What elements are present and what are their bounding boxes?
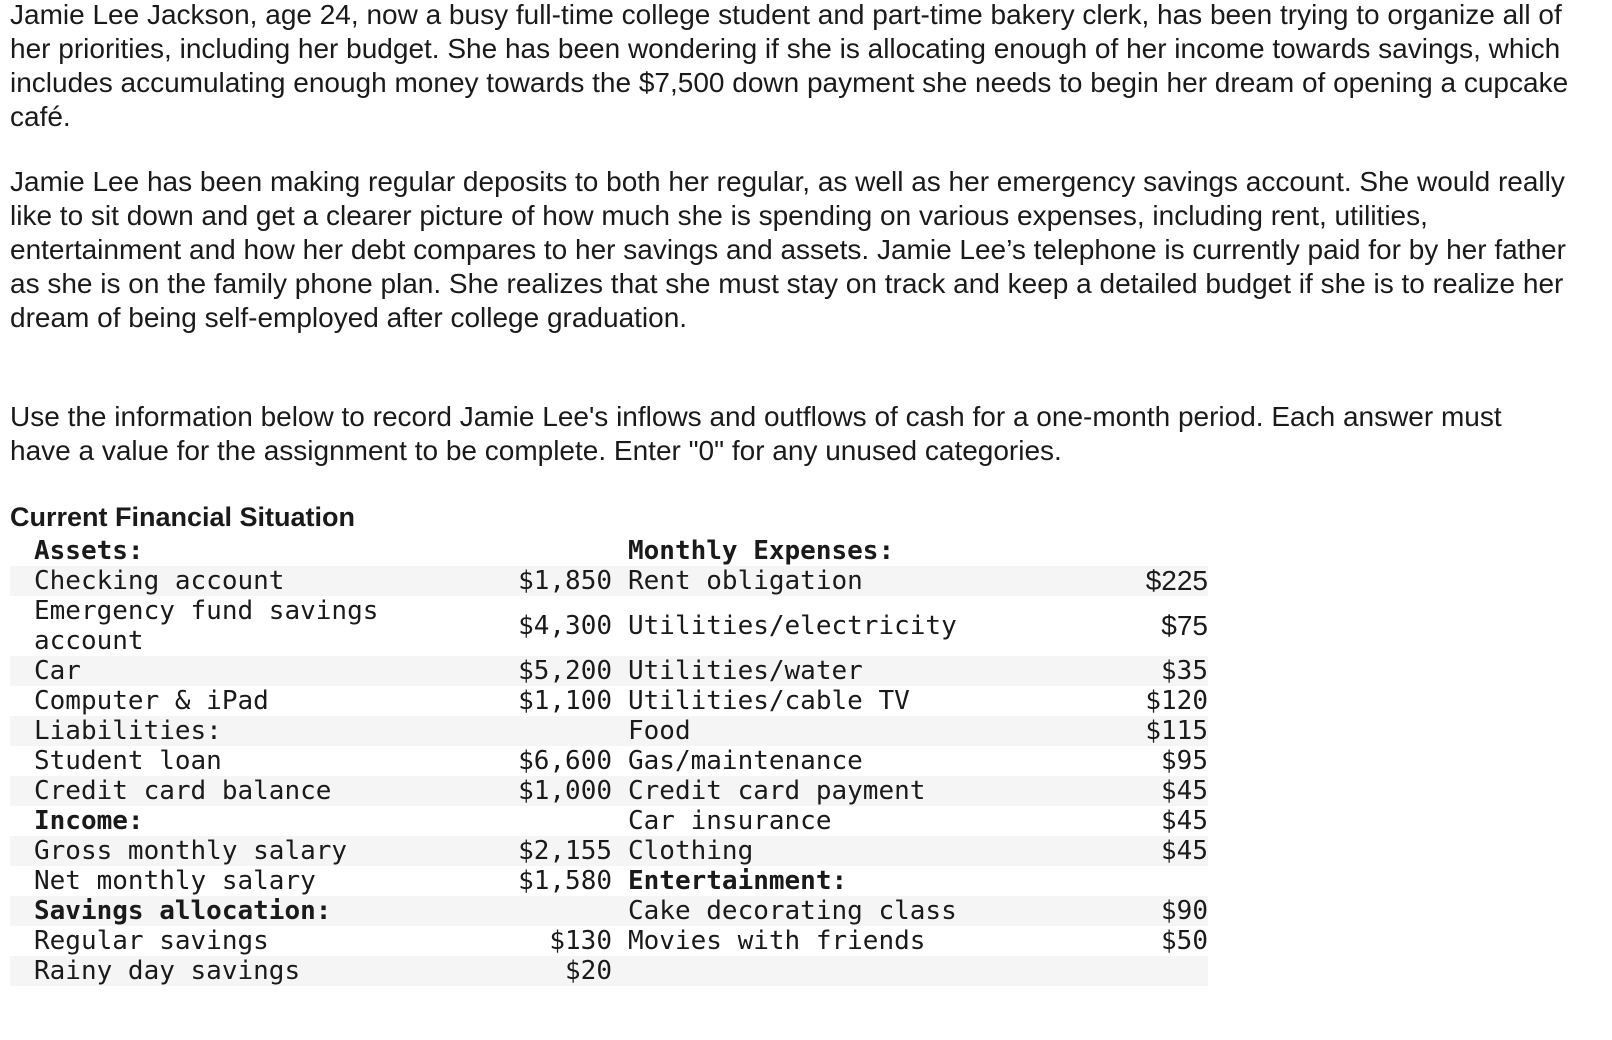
right-value: [1128, 536, 1208, 566]
right-value: $225: [1128, 566, 1208, 596]
right-value: [1128, 956, 1208, 986]
right-label: Utilities/water: [628, 656, 1128, 686]
table-row: [10, 776, 1208, 806]
right-value: $90: [1128, 896, 1208, 926]
intro-paragraph: Jamie Lee Jackson, age 24, now a busy full-time college student and part-time bakery clerk, has been trying to organize all of her priorities, including her budget. She has been wondering if she is allocating enough of her income towards savings, which includes accumulating enough money towards the $7,500 down payment she needs to begin her dream of opening a cupcake café.: [10, 0, 1569, 132]
right-value: $35: [1128, 656, 1208, 686]
table-row: [10, 656, 1208, 686]
table-row: [10, 806, 1208, 836]
table-row: [10, 596, 1208, 656]
left-value: $20: [454, 956, 612, 986]
right-value: $95: [1161, 746, 1208, 776]
table-row: [10, 716, 1208, 746]
table-row: [10, 746, 1208, 776]
left-label: Regular savings: [34, 926, 269, 956]
left-value: [454, 716, 612, 746]
right-label: [628, 956, 1128, 986]
savings-allocation-heading: Savings allocation:: [34, 896, 454, 926]
left-label: Emergency fund savings account: [34, 596, 379, 656]
right-label: Car insurance: [628, 806, 832, 836]
right-value: $75: [1161, 610, 1208, 641]
left-label: Computer & iPad: [34, 686, 269, 716]
left-value: $4,300: [518, 611, 612, 641]
left-value: [454, 536, 612, 566]
right-label: Cake decorating class: [628, 896, 1128, 926]
left-value: $1,580: [518, 866, 612, 896]
table-row: [10, 896, 1208, 926]
right-label: Food: [628, 716, 1128, 746]
table-row: [10, 566, 1208, 596]
right-value: $45: [1128, 776, 1208, 806]
instructions-paragraph: Use the information below to record Jamie Lee's inflows and outflows of cash for a one-month period. Each answer must have a value for the assignment to be complete. Enter "0" for any unused categories.: [10, 401, 1502, 466]
right-value: $120: [1145, 686, 1208, 716]
left-value: $2,155: [454, 836, 612, 866]
assets-heading: Assets:: [34, 536, 144, 566]
table-row: [10, 926, 1208, 956]
left-value: $1,000: [454, 776, 612, 806]
monthly-expenses-heading: Monthly Expenses:: [628, 536, 895, 566]
left-value: $130: [549, 926, 612, 956]
table-row: [10, 536, 1208, 566]
left-value: $1,100: [518, 686, 612, 716]
left-label: Credit card balance: [34, 776, 454, 806]
left-value: [454, 806, 612, 836]
right-label: Utilities/cable TV: [628, 686, 910, 716]
right-value: $50: [1161, 926, 1208, 956]
right-label: Rent obligation: [628, 566, 1128, 596]
left-label: Checking account: [34, 566, 454, 596]
right-value: $45: [1128, 836, 1208, 866]
right-value: $115: [1128, 716, 1208, 746]
left-label: Student loan: [34, 746, 222, 776]
left-label: Net monthly salary: [34, 866, 316, 896]
table-row: [10, 866, 1208, 896]
right-value: [1128, 866, 1208, 896]
left-value: $5,200: [454, 656, 612, 686]
table-row: [10, 686, 1208, 716]
entertainment-heading: Entertainment:: [628, 866, 848, 896]
table-row: [10, 836, 1208, 866]
context-paragraph: Jamie Lee has been making regular deposits to both her regular, as well as her emergency savings account. She would really like to sit down and get a clearer picture of how much she is spending on various expenses, including rent, utilities, entertainment and how her debt compares to her savings and assets. Jamie Lee’s telephone is currently paid for by her father as she is on the family phone plan. She realizes that she must stay on track and keep a detailed budget if she is to realize her dream of being self-employed after college graduation.: [10, 166, 1566, 333]
left-value: [454, 896, 612, 926]
left-label: Car: [34, 656, 454, 686]
right-label: Utilities/electricity: [628, 611, 957, 641]
right-label: Credit card payment: [628, 776, 1128, 806]
right-label: Gas/maintenance: [628, 746, 863, 776]
section-title: Current Financial Situation: [10, 502, 356, 532]
right-label: Clothing: [628, 836, 1128, 866]
right-value: $45: [1161, 806, 1208, 836]
table-row: [10, 956, 1208, 986]
left-label: Rainy day savings: [34, 956, 454, 986]
financial-situation-table: [10, 536, 1208, 986]
left-label: Gross monthly salary: [34, 836, 454, 866]
right-label: Movies with friends: [628, 926, 926, 956]
liabilities-heading: Liabilities:: [34, 716, 454, 746]
left-value: $6,600: [518, 746, 612, 776]
left-value: $1,850: [454, 566, 612, 596]
income-heading: Income:: [34, 806, 144, 836]
